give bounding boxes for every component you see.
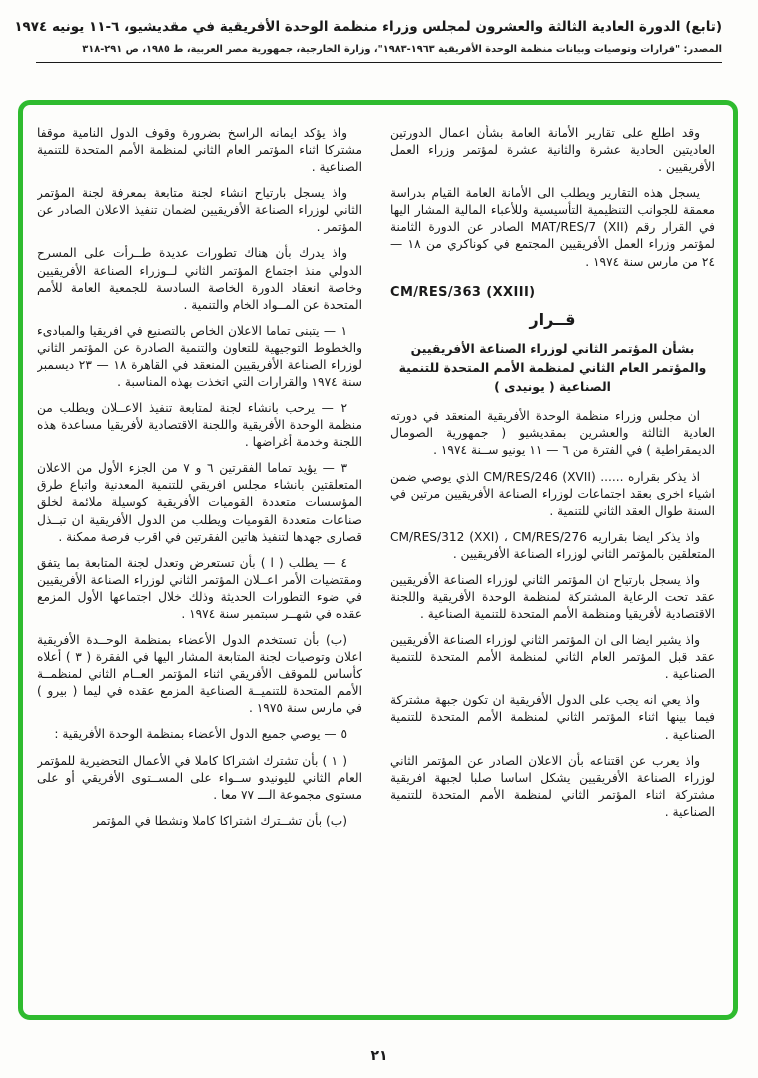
page-header [14, 18, 722, 63]
resolution-heading: قــرار [529, 309, 576, 329]
left-column [37, 125, 362, 1001]
source-note: المصدر: "قرارات وتوصيات وبيانات منظمة الوحدة الأفريقية ١٩٦٣-١٩٨٣"، وزارة الخارجية، جمهورية مصر العربية، ط ١٩٨٥، ص ٢٩١-٣١٨ [82, 43, 722, 55]
green-content-frame [18, 100, 738, 1020]
paragraph: اذ يذكر بقراره ...... CM/RES/246 (XVII) الذي يوصي ضمن اشياء اخرى بعقد اجتماعات لوزراء الصناعة الأفريقيين مرتين في السنة طوال العقد الثاني للتنمية . [390, 469, 715, 518]
paragraph: ان مجلس وزراء منظمة الوحدة الأفريقية المنعقد في دورته العادية الثالثة والعشرين بمقديشيو ( جمهورية الصومال الديمقراطية ) في الفترة من ٦ — ١١ يونيو ســنة ١٩٧٤ . [390, 409, 715, 458]
paragraph: واذ يؤكد ايمانه الراسخ بضرورة وقوف الدول النامية موقفا مشتركا اثناء المؤتمر العام الثاني لمنظمة الأمم المتحدة للتنمية الصناعية . [37, 126, 362, 175]
paragraph: واذ يسجل بارتياح ان المؤتمر الثاني لوزراء الصناعة الأفريقيين عقد تحت الرعاية المشتركة لمنظمة الوحدة الأفريقية واللجنة الاقتصادية لأفريقيا ومنظمة الأمم المتحدة للتنمية الصناعية . [390, 572, 715, 622]
resolution-subject: بشأن المؤتمر الثاني لوزراء الصناعة الأفريقيين والمؤتمر العام الثاني لمنظمة الأمم المتحدة للتنمية الصناعية ( يونيدى ) [398, 340, 707, 395]
paragraph: واذ يشير ايضا الى ان المؤتمر الثاني لوزراء الصناعة الأفريقيين عقد قبل المؤتمر العام الثاني لمنظمة الأمم المتحدة للتنمية الصناعية . [390, 633, 715, 682]
paragraph: (ب) بأن تشــترك اشتراكا كاملا ونشطا في المؤتمر [93, 813, 347, 828]
paragraph: ٣ — يؤيد تماما الفقرتين ٦ و ٧ من الجزء الأول من الاعلان المتعلقتين بانشاء مجلس افريقي للتنمية المعدنية واتباع طرق المؤسسات متعددة القوميات الأفريقية كوسيلة ملائمة لخلق صناعات متعددة القوميات ويطلب من الدول الأفريقية ان تبــذل قصارى جهدها لتنفيذ هاتين الفقرتين في اقرب فرصة ممكنة . [37, 461, 362, 544]
paragraph: (ب) بأن تستخدم الدول الأعضاء بمنظمة الوحــدة الأفريقية اعلان وتوصيات لجنة المتابعة المشار اليها في الفقرة ( ٣ ) أعلاه كأساس للموقف الأفريقي اثناء المؤتمر العــام الثاني لمنظمــة الأمم المتحدة للتنميــة الصناعية المزمع عقده في ليما ( بيرو ) في مارس سنة ١٩٧٥ . [37, 633, 362, 716]
session-title: (تابع) الدورة العادية الثالثة والعشرون لمجلس وزراء منظمة الوحدة الأفريقية في مقديشيو، ٦-١١ يونيه ١٩٧٤ [14, 19, 722, 35]
header-divider [36, 62, 722, 63]
paragraph: ٥ — يوصي جميع الدول الأعضاء بمنظمة الوحدة الأفريقية : [54, 727, 347, 742]
paragraph: واذ يذكر ايضا بقراريه CM/RES/312 (XXI) ، CM/RES/276 المتعلقين بالمؤتمر الثاني لوزراء الصناعة الأفريقيين . [390, 529, 715, 561]
paragraph: ٤ — يطلب ( ا ) بأن تستعرض وتعدل لجنة المتابعة بما يتفق ومقتضيات الأمر اعــلان المؤتمر الثاني لوزراء الصناعة الأفريقيين في ضوء التطورات الحديثة وذلك خلال اجتماعها الأول المزمع عقده في شهــر سبتمبر سنة ١٩٧٤ . [37, 555, 362, 621]
resolution-number: CM/RES/363 (XXIII) [390, 284, 536, 300]
paragraph: ( ١ ) بأن تشترك اشتراكا كاملا في الأعمال التحضيرية للمؤتمر العام الثاني لليونيدو ســواء على المســتوى الأفريقي أو على مستوى مجموعة الـــ ٧٧ معا . [37, 753, 362, 802]
paragraph: واذ يدرك بأن هناك تطورات عديدة طــرأت على المسرح الدولي منذ اجتماع المؤتمر الثاني لــوزراء الصناعة الأفريقيين وخاصة انعقاد الدورة الخاصة السادسة للجمعية العامة للأمم المتحدة عن المــواد الخام والتنمية . [37, 246, 362, 312]
paragraph: ١ — يتبنى تماما الاعلان الخاص بالتصنيع في افريقيا والمبادىء والخطوط التوجيهية للتعاون والتنمية الصادرة عن المؤتمر الثاني لوزراء الصناعة الأفريقيين المنعقد في القاهرة ١٨ — ٢٣ ديسمبر سنة ١٩٧٤ والقرارات التي اتخذت بهذه المناسبة . [37, 323, 362, 390]
paragraph: واذ يعي انه يجب على الدول الأفريقية ان تكون جبهة مشتركة فيما بينها اثناء المؤتمر الثاني لمنظمة الأمم المتحدة للتنمية الصناعية . [390, 693, 715, 742]
paragraph: ٢ — يرحب بانشاء لجنة لمتابعة تنفيذ الاعــلان ويطلب من منظمة الوحدة الأفريقية واللجنة الاقتصادية لأفريقيا مساعدة هذه اللجنة وخدمة أغراضها . [37, 401, 362, 450]
paragraph: واذ يسجل بارتياح انشاء لجنة متابعة بمعرفة لجنة المؤتمر الثاني لوزراء الصناعة الأفريقيين لضمان تنفيذ الاعلان الصادر عن المؤتمر . [37, 186, 362, 235]
paragraph: وقد اطلع على تقارير الأمانة العامة بشأن اعمال الدورتين العاديتين الحادية عشرة والثانية عشرة لمؤتمر وزراء العمل الأفريقيين . [390, 126, 715, 175]
paragraph: واذ يعرب عن اقتناعه بأن الاعلان الصادر عن المؤتمر الثاني لوزراء الصناعة الأفريقيين يشكل اساسا صلبا لجبهة افريقية مشتركة اثناء المؤتمر الثاني لمنظمة الأمم المتحدة للتنمية الصناعية . [390, 753, 715, 819]
paragraph: يسجل هذه التقارير ويطلب الى الأمانة العامة القيام بدراسة معمقة للجوانب التنظيمية التأسيسية وللأعباء المالية المشار اليها في القرار رقم MAT/RES/7 (XII) الصادر عن الدورة الثامنة لمؤتمر وزراء العمل الأفريقيين المجتمع في كوناكري من ١٨ — ٢٤ من مارس سنة ١٩٧٤ . [390, 186, 715, 269]
page-number: ٢١ [370, 1048, 388, 1064]
right-column [390, 125, 715, 1001]
